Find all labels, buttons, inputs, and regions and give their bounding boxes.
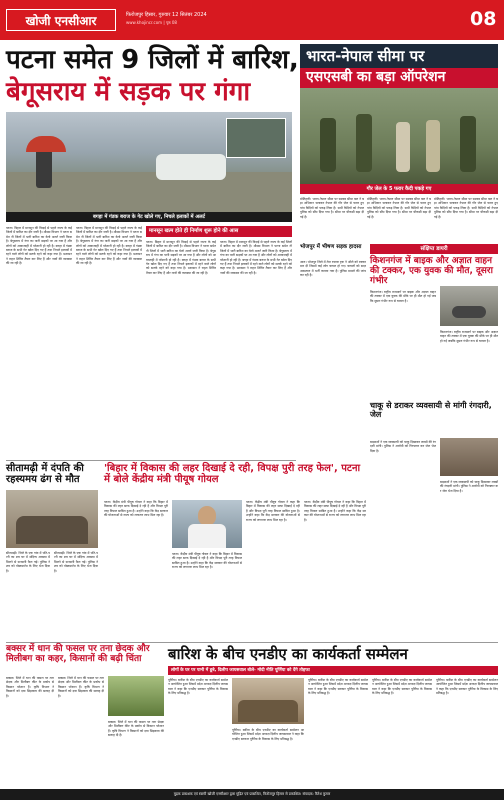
lead-headline-line2: बेगूसराय में सड़क पर गंगा bbox=[6, 77, 251, 107]
goyal-photo bbox=[172, 500, 242, 548]
ssb-caption-bar bbox=[300, 184, 498, 194]
bhojpur-body: आरा। भोजपुर जिले में तेज रफ्तार ट्रक ने ऑटो को टक्कर मार दी जिसमें कई लोग घायल हो गए। घायलों को सदर अस्पताल में भर्ती कराया गया है। पुलिस मामले की जांच कर रही है। bbox=[300, 260, 366, 278]
kishanganj-body: किशनगंज। राष्ट्रीय राजमार्ग पर बाइक और अज्ञात वाहन की टक्कर में एक युवक की मौके पर ही मौत हो गई जबकि दूसरा गंभीर रूप से घायल है। bbox=[370, 290, 436, 303]
car bbox=[156, 154, 226, 180]
footer-bar bbox=[0, 789, 504, 800]
sitamarhi-photo bbox=[6, 490, 98, 548]
sankshipt-title: संक्षिप्त डायरी bbox=[420, 246, 448, 252]
ssb-body-col2: मोतिहारी। भारत-नेपाल सीमा पर सशस्त्र सीमा बल ने बड़ा अभियान चलाकर नेपाल की गौर जेल से फरार हुए पांच कैदियों को पकड़ लिया है। सभी कैदियों को नेपाल पुलिस को सौंप दिया गया है। सीमा पर चौकसी बढ़ा दी गई है। bbox=[367, 197, 431, 219]
ssb-photo bbox=[300, 88, 498, 184]
goyal-body-col3: पटना। केंद्रीय मंत्री पीयूष गोयल ने कहा कि बिहार में विकास की लहर साफ दिखाई दे रही है और विपक्ष पूरी तरह विफल साबित हुआ है। उन्होंने कहा कि केंद्र सरकार की योजनाओं से राज्य को लगातार लाभ मिल रहा है। bbox=[172, 552, 242, 570]
sitamarhi-headline: सीतामढ़ी में दंपति की रहस्यमय ढंग से मौत bbox=[6, 463, 84, 485]
photo-inset bbox=[226, 118, 286, 158]
sub-headline-box bbox=[146, 226, 292, 237]
nda-body-col1: पूर्णिया। बारिश के बीच एनडीए का कार्यकर्ता सम्मेलन आयोजित हुआ जिसमें प्रदेश अध्यक्ष दिलीप जायसवाल ने कहा कि एनडीए सरकार पूर्णिया के विकास के लिए प्रतिबद्ध है। bbox=[168, 678, 228, 696]
sub-line: www.khojincr.com | पृष्ठ 08 bbox=[126, 20, 177, 25]
bhojpur-title: भोजपुर में भीषण सड़क हादसा bbox=[300, 244, 362, 250]
goyal-body-col1: पटना। केंद्रीय मंत्री पीयूष गोयल ने कहा कि बिहार में विकास की लहर साफ दिखाई दे रही है और विपक्ष पूरी तरह विफल साबित हुआ है। उन्होंने कहा कि केंद्र सरकार की योजनाओं से राज्य को लगातार लाभ मिल रहा है। bbox=[104, 500, 168, 518]
goyal-body-col2: पटना। केंद्रीय मंत्री पीयूष गोयल ने कहा कि बिहार में विकास की लहर साफ दिखाई दे रही है और विपक्ष पूरी तरह विफल साबित हुआ है। उन्होंने कहा कि केंद्र सरकार की योजनाओं से राज्य को लगातार लाभ मिल रहा है। bbox=[246, 500, 300, 522]
indo-nepal-headline2: एसएसबी का बड़ा ऑपरेशन bbox=[306, 69, 446, 85]
nda-headline: बारिश के बीच एनडीए का कार्यकर्ता सम्मेलन bbox=[168, 645, 408, 663]
buxar-body-col3: बक्सर। जिले में धान की फसल पर तना छेदक और मिलीबग कीट के प्रकोप से किसान परेशान हैं। कृषि विभाग ने किसानों को दवा छिड़काव की सलाह दी है। bbox=[108, 720, 164, 738]
extortion-body-2: बदमाशों ने एक व्यवसायी को चाकू दिखाकर लाखों की रंगदारी मांगी। पुलिस ने आरोपी को गिरफ्तार कर जेल भेज दिया है। bbox=[440, 480, 498, 493]
nda-body-col5: पूर्णिया। बारिश के बीच एनडीए का कार्यकर्ता सम्मेलन आयोजित हुआ जिसमें प्रदेश अध्यक्ष दिलीप जायसवाल ने कहा कि एनडीए सरकार पूर्णिया के विकास के लिए प्रतिबद्ध है। bbox=[436, 678, 498, 696]
soldier-2 bbox=[356, 114, 372, 172]
buxar-photo bbox=[108, 676, 164, 716]
stage-crowd bbox=[238, 700, 298, 722]
kishanganj-body-2: किशनगंज। राष्ट्रीय राजमार्ग पर बाइक और अज्ञात वाहन की टक्कर में एक युवक की मौके पर ही मौत हो गई जबकि दूसरा गंभीर रूप से घायल है। bbox=[440, 330, 498, 343]
prisoner-2 bbox=[426, 120, 440, 172]
bike-shape bbox=[452, 306, 486, 318]
buxar-body-col1: बक्सर। जिले में धान की फसल पर तना छेदक और मिलीबग कीट के प्रकोप से किसान परेशान हैं। कृषि विभाग ने किसानों को दवा छिड़काव की सलाह दी है। bbox=[6, 676, 54, 698]
lead-caption-bar bbox=[6, 212, 292, 222]
goyal-body-col4: पटना। केंद्रीय मंत्री पीयूष गोयल ने कहा कि बिहार में विकास की लहर साफ दिखाई दे रही है और विपक्ष पूरी तरह विफल साबित हुआ है। उन्होंने कहा कि केंद्र सरकार की योजनाओं से राज्य को लगातार लाभ मिल रहा है। bbox=[304, 500, 366, 522]
speaker-body bbox=[188, 524, 226, 548]
extortion-headline: चाकू से डराकर व्यवसायी से मांगी रंगदारी, जेल bbox=[370, 401, 492, 419]
lead-headline-line1: पटना समेत 9 जिलों में बारिश, bbox=[6, 45, 299, 75]
lead-caption: बगहा में गंडक बराज के गेट खोले गए, निचले इलाकों में अलर्ट bbox=[92, 214, 206, 220]
ssb-caption: गौर जेल के 5 फरार कैदी पकड़े गए bbox=[366, 186, 432, 192]
person-with-umbrella bbox=[36, 148, 52, 188]
nda-body-col4: पूर्णिया। बारिश के बीच एनडीए का कार्यकर्ता सम्मेलन आयोजित हुआ जिसमें प्रदेश अध्यक्ष दिलीप जायसवाल ने कहा कि एनडीए सरकार पूर्णिया के विकास के लिए प्रतिबद्ध है। bbox=[372, 678, 432, 696]
nda-body-col2: पूर्णिया। बारिश के बीच एनडीए का कार्यकर्ता सम्मेलन आयोजित हुआ जिसमें प्रदेश अध्यक्ष दिलीप जायसवाल ने कहा कि एनडीए सरकार पूर्णिया के विकास के लिए प्रतिबद्ध है। bbox=[232, 728, 304, 741]
sankshipt-tag bbox=[370, 244, 498, 254]
masthead-logo bbox=[6, 9, 116, 31]
umbrella-icon bbox=[26, 136, 66, 152]
page-number: 08 bbox=[470, 8, 497, 30]
lead-body-col3: पटना। बिहार में मानसून की विदाई से पहले राज्य के कई जिलों में बारिश का दौर जारी है। मौसम विभाग ने पटना समेत नौ जिलों में भारी बारिश का येलो अलर्ट जारी किया है। बेगूसराय में गंगा का पानी सड़कों पर आ गया है और लोगों को आवाजाही में परेशानी हो रही है। बगहा में गंडक बराज के सभी गेट खोल दिए गए हैं तथा निचले इलाकों में रहने वाले लोगों को सतर्क रहने को कहा गया है। प्रशासन ने राहत शिविर तैयार कर लिए हैं और नावों की व्यवस्था की जा रही है। bbox=[146, 240, 216, 275]
date-line: फिरोजपुर हिसार, गुरुवार 12 सितंबर 2024 bbox=[126, 12, 207, 18]
nda-body-col3: पूर्णिया। बारिश के बीच एनडीए का कार्यकर्ता सम्मेलन आयोजित हुआ जिसमें प्रदेश अध्यक्ष दिलीप जायसवाल ने कहा कि एनडीए सरकार पूर्णिया के विकास के लिए प्रतिबद्ध है। bbox=[308, 678, 368, 696]
soldier-3 bbox=[460, 116, 476, 172]
lead-body-col1: पटना। बिहार में मानसून की विदाई से पहले राज्य के कई जिलों में बारिश का दौर जारी है। मौसम विभाग ने पटना समेत नौ जिलों में भारी बारिश का येलो अलर्ट जारी किया है। बेगूसराय में गंगा का पानी सड़कों पर आ गया है और लोगों को आवाजाही में परेशानी हो रही है। बगहा में गंडक बराज के सभी गेट खोल दिए गए हैं तथा निचले इलाकों में रहने वाले लोगों को सतर्क रहने को कहा गया है। प्रशासन ने राहत शिविर तैयार कर लिए हैं और नावों की व्यवस्था की जा रही है। bbox=[6, 226, 72, 266]
crowd-shape bbox=[16, 516, 88, 544]
nda-photo bbox=[232, 678, 304, 724]
buxar-headline: बक्सर में धान की फसल पर तना छेदक और मिलीबग का कहर, किसानों की बढ़ी चिंता bbox=[6, 644, 150, 664]
lead-photo bbox=[6, 112, 292, 212]
soldier-1 bbox=[320, 118, 336, 172]
extortion-body: बदमाशों ने एक व्यवसायी को चाकू दिखाकर लाखों की रंगदारी मांगी। पुलिस ने आरोपी को गिरफ्तार कर जेल भेज दिया है। bbox=[370, 440, 436, 453]
goyal-headline: 'बिहार में विकास की लहर दिखाई दे रही, विपक्ष पुरी तरह फेल', पटना में बोले केंद्रीय मंत्री पीयूष गोयल bbox=[104, 463, 361, 485]
logo-text: खोजी एनसीआर bbox=[25, 13, 97, 28]
indo-nepal-headline1: भारत-नेपाल सीमा पर bbox=[306, 47, 425, 65]
ssb-body-col3: मोतिहारी। भारत-नेपाल सीमा पर सशस्त्र सीमा बल ने बड़ा अभियान चलाकर नेपाल की गौर जेल से फरार हुए पांच कैदियों को पकड़ लिया है। सभी कैदियों को नेपाल पुलिस को सौंप दिया गया है। सीमा पर चौकसी बढ़ा दी गई है। bbox=[434, 197, 498, 219]
lead-body-col2: पटना। बिहार में मानसून की विदाई से पहले राज्य के कई जिलों में बारिश का दौर जारी है। मौसम विभाग ने पटना समेत नौ जिलों में भारी बारिश का येलो अलर्ट जारी किया है। बेगूसराय में गंगा का पानी सड़कों पर आ गया है और लोगों को आवाजाही में परेशानी हो रही है। बगहा में गंडक बराज के सभी गेट खोल दिए गए हैं तथा निचले इलाकों में रहने वाले लोगों को सतर्क रहने को कहा गया है। प्रशासन ने राहत शिविर तैयार कर लिए हैं और नावों की व्यवस्था की जा रही है। bbox=[76, 226, 142, 266]
accused-photo bbox=[440, 438, 498, 476]
accident-photo bbox=[440, 286, 498, 326]
lead-body-col4: पटना। बिहार में मानसून की विदाई से पहले राज्य के कई जिलों में बारिश का दौर जारी है। मौसम विभाग ने पटना समेत नौ जिलों में भारी बारिश का येलो अलर्ट जारी किया है। बेगूसराय में गंगा का पानी सड़कों पर आ गया है और लोगों को आवाजाही में परेशानी हो रही है। बगहा में गंडक बराज के सभी गेट खोल दिए गए हैं तथा निचले इलाकों में रहने वाले लोगों को सतर्क रहने को कहा गया है। प्रशासन ने राहत शिविर तैयार कर लिए हैं और नावों की व्यवस्था की जा रही है। bbox=[220, 240, 292, 275]
sitamarhi-body: सीतामढ़ी। जिले के एक गांव में पति-पत्नी का शव घर में संदिग्ध अवस्था में मिलने से सनसनी फैल गई। पुलिस ने शव को पोस्टमार्टम के लिए भेज दिया है। bbox=[6, 551, 50, 573]
speaker-head bbox=[198, 506, 216, 526]
divider-h1 bbox=[6, 460, 296, 461]
sub-headline: मानसून खत्म होते ही निर्माण शुरू होने की आस bbox=[149, 228, 239, 234]
kishanganj-headline: किशनगंज में बाइक और अज्ञात वाहन की टक्कर, एक युवक की मौत, दूसरा गंभीर bbox=[370, 256, 493, 286]
footer-text: मुद्रक प्रकाशक एवं स्वामी खोजी एनसीआर द्वारा मुद्रित एवं प्रकाशित, फिरोजपुर हिसार से प्रकाशित। संपादक: रितेश कुमार bbox=[173, 792, 331, 796]
divider-h2 bbox=[6, 642, 498, 643]
nda-sub: लोगों के घर पर पानी में डूबे, दिलीप जायसवाल बोले- मोदी नीति पूर्णिया को देंगे तोहफा bbox=[171, 668, 310, 673]
buxar-body-col2: बक्सर। जिले में धान की फसल पर तना छेदक और मिलीबग कीट के प्रकोप से किसान परेशान हैं। कृषि विभाग ने किसानों को दवा छिड़काव की सलाह दी है। bbox=[58, 676, 104, 698]
nda-sub-bar bbox=[168, 666, 498, 675]
sitamarhi-body-2: सीतामढ़ी। जिले के एक गांव में पति-पत्नी का शव घर में संदिग्ध अवस्था में मिलने से सनसनी फैल गई। पुलिस ने शव को पोस्टमार्टम के लिए भेज दिया है। bbox=[54, 551, 98, 573]
ssb-body-col1: मोतिहारी। भारत-नेपाल सीमा पर सशस्त्र सीमा बल ने बड़ा अभियान चलाकर नेपाल की गौर जेल से फरार हुए पांच कैदियों को पकड़ लिया है। सभी कैदियों को नेपाल पुलिस को सौंप दिया गया है। सीमा पर चौकसी बढ़ा दी गई है। bbox=[300, 197, 364, 219]
prisoner-1 bbox=[396, 122, 410, 172]
